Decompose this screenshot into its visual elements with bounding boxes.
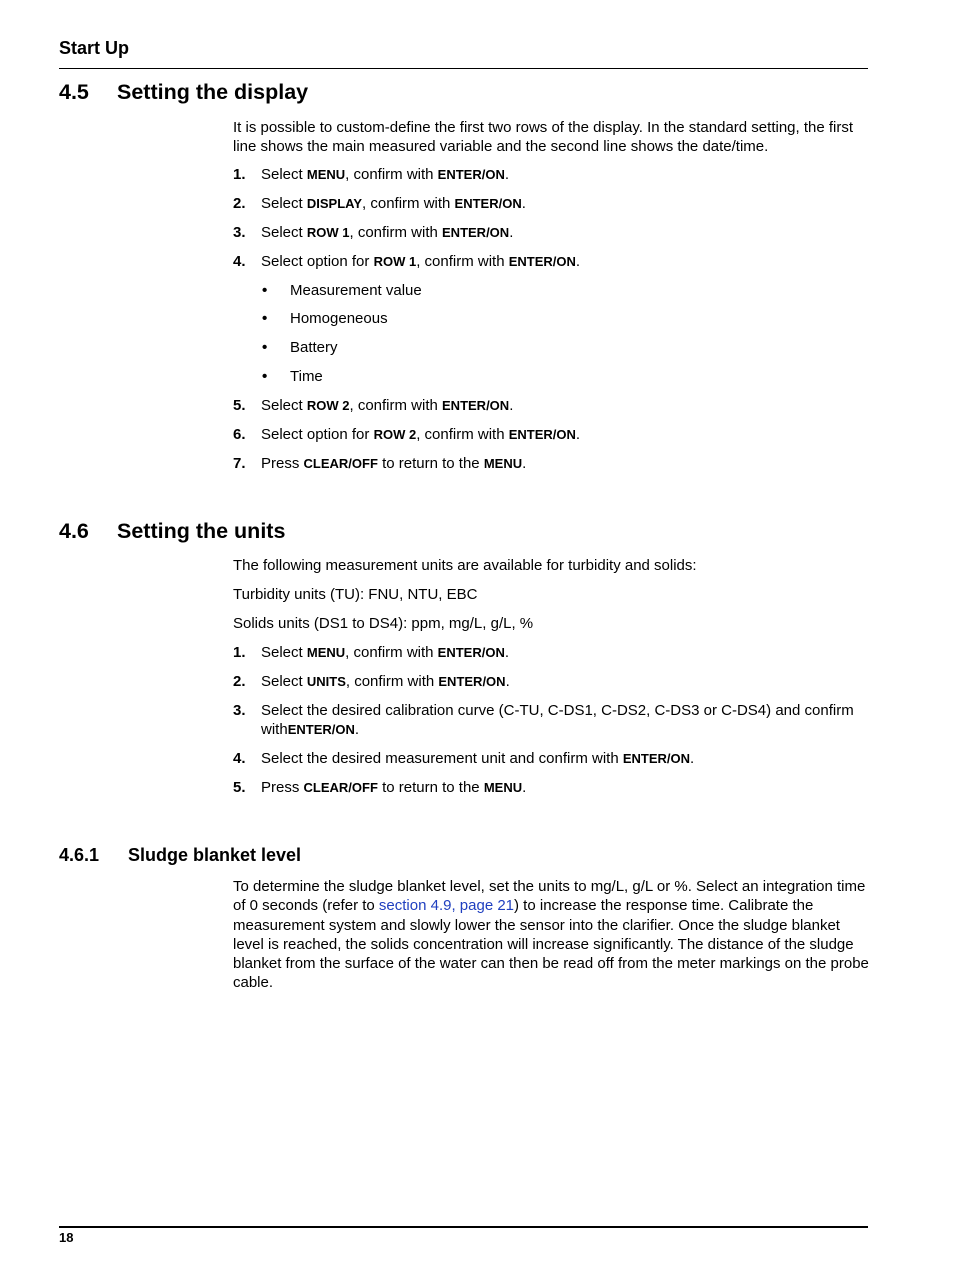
step-text: . — [575, 253, 581, 270]
running-header: Start Up — [59, 38, 130, 58]
key-label: UNITS — [306, 674, 346, 689]
step-text: Select the desired calibration curve (C-TU, C-DS1, C-DS2, C-DS3 or C-DS4) and confirm with — [261, 702, 854, 739]
step-item — [233, 643, 873, 662]
key-label: MENU — [306, 167, 346, 182]
section-title: Setting the display — [117, 80, 309, 104]
step-text: . — [505, 673, 510, 690]
step-text: Select — [261, 644, 307, 661]
paragraph-text: ) to increase the response time. Calibrate the measurement system and slowly lower the sensor into the clarifier. Once the sludge blanket level is reached, the solids concentration will increase significantly. The distance of the sludge blanket from the surface of the water can then be read off from the meter markings on the probe cable. — [233, 897, 869, 992]
key-label: ENTER/ON — [508, 427, 576, 442]
step-text: Select — [261, 166, 307, 183]
step-text: . — [504, 166, 510, 183]
step-text: . — [522, 779, 527, 796]
paragraph: Turbidity units (TU): FNU, NTU, EBC — [233, 586, 478, 603]
step-text: Select option for — [261, 426, 374, 443]
key-label: ENTER/ON — [622, 751, 691, 766]
section-heading-4-6 — [59, 519, 285, 544]
key-label: ENTER/ON — [438, 674, 506, 689]
step-text: , confirm with — [349, 397, 443, 414]
step-item — [233, 749, 873, 768]
step-number: 3. — [233, 224, 246, 241]
header-rule — [59, 68, 868, 69]
key-label: ENTER/ON — [442, 398, 510, 413]
step-number: 2. — [233, 195, 246, 212]
step-item — [233, 165, 873, 184]
step-number: 6. — [233, 426, 246, 443]
step-text: . — [509, 397, 514, 414]
key-label: ENTER/ON — [508, 254, 576, 269]
step-number: 2. — [233, 673, 246, 690]
step-text: Select — [261, 673, 307, 690]
bullet-icon: • — [262, 282, 268, 299]
step-text: , confirm with — [345, 166, 438, 183]
section-title: Setting the units — [117, 519, 286, 543]
step-text: , confirm with — [345, 673, 439, 690]
step-text: . — [575, 426, 581, 443]
step-item — [233, 252, 873, 271]
step-text: , confirm with — [416, 426, 509, 443]
step-text: Press — [261, 455, 304, 472]
option-label: Battery — [290, 339, 338, 356]
footer-rule — [59, 1226, 868, 1228]
step-item — [233, 672, 873, 691]
bullet-icon: • — [262, 368, 268, 385]
option-label: Time — [290, 368, 323, 385]
sludge-paragraph — [233, 877, 873, 993]
step-item — [233, 701, 873, 740]
step-number: 5. — [233, 779, 246, 796]
step-item — [233, 425, 873, 444]
key-label: ROW 1 — [306, 225, 350, 240]
step-number: 4. — [233, 253, 246, 270]
paragraph: The following measurement units are available for turbidity and solids: — [233, 557, 697, 574]
step-item — [233, 396, 873, 415]
step-number: 1. — [233, 644, 246, 661]
paragraph-text: To determine the sludge blanket level, set the units to mg/L, g/L or %. Select an integration time of 0 seconds (refer to — [233, 878, 866, 915]
step-text: . — [521, 195, 526, 212]
step-text: , confirm with — [416, 253, 509, 270]
paragraph: Solids units (DS1 to DS4): ppm, mg/L, g/L, % — [233, 615, 534, 632]
key-label: ROW 2 — [306, 398, 350, 413]
step-text: to return to the — [377, 779, 484, 796]
key-label: MENU — [306, 645, 346, 660]
key-label: ENTER/ON — [437, 167, 505, 182]
step-item — [233, 454, 873, 473]
key-label: MENU — [483, 456, 523, 471]
step-text: . — [522, 455, 527, 472]
step-item — [233, 778, 873, 797]
section-link[interactable]: section 4.9, page 21 — [378, 897, 515, 915]
section-heading-4-5 — [59, 80, 308, 105]
section-number: 4.6 — [59, 519, 89, 543]
bullet-icon: • — [262, 310, 268, 327]
intro-paragraph: It is possible to custom-define the first two rows of the display. In the standard setting, the first line shows the main measured variable and the second line shows the date/time. — [233, 119, 854, 156]
option-label: Homogeneous — [290, 310, 388, 327]
step-number: 4. — [233, 750, 246, 767]
option-list-item — [262, 338, 338, 357]
step-text: Select — [261, 397, 307, 414]
step-number: 5. — [233, 397, 246, 414]
page-number: 18 — [59, 1230, 74, 1245]
key-label: ENTER/ON — [442, 225, 510, 240]
step-number: 1. — [233, 166, 246, 183]
step-item — [233, 223, 873, 242]
key-label: MENU — [483, 780, 523, 795]
section-title: Sludge blanket level — [128, 845, 302, 865]
key-label: DISPLAY — [306, 196, 363, 211]
section-number: 4.6.1 — [59, 845, 100, 865]
step-text: . — [504, 644, 510, 661]
section-number: 4.5 — [59, 80, 89, 104]
step-item — [233, 194, 873, 213]
bullet-icon: • — [262, 339, 268, 356]
option-list-item — [262, 309, 388, 328]
key-label: ENTER/ON — [437, 645, 505, 660]
option-list-item — [262, 367, 323, 386]
step-text: to return to the — [377, 455, 484, 472]
subsection-heading-4-6-1 — [59, 845, 301, 866]
key-label: CLEAR/OFF — [303, 780, 378, 795]
step-text: Select — [261, 224, 307, 241]
key-label: CLEAR/OFF — [303, 456, 378, 471]
step-text: , confirm with — [362, 195, 455, 212]
step-text: . — [690, 750, 695, 767]
step-text: , confirm with — [349, 224, 443, 241]
step-text: , confirm with — [345, 644, 438, 661]
key-label: ENTER/ON — [287, 722, 355, 738]
option-list-item — [262, 281, 422, 300]
key-label: ROW 1 — [373, 254, 417, 269]
step-text: Select option for — [261, 253, 374, 270]
step-text: Select — [261, 195, 307, 212]
step-text: Select the desired measurement unit and confirm with — [261, 750, 623, 767]
step-text: . — [509, 224, 514, 241]
step-text: . — [354, 721, 360, 739]
step-text: Press — [261, 779, 304, 796]
step-number: 3. — [233, 702, 246, 719]
key-label: ROW 2 — [373, 427, 417, 442]
step-number: 7. — [233, 455, 246, 472]
option-label: Measurement value — [290, 282, 422, 299]
key-label: ENTER/ON — [454, 196, 522, 211]
